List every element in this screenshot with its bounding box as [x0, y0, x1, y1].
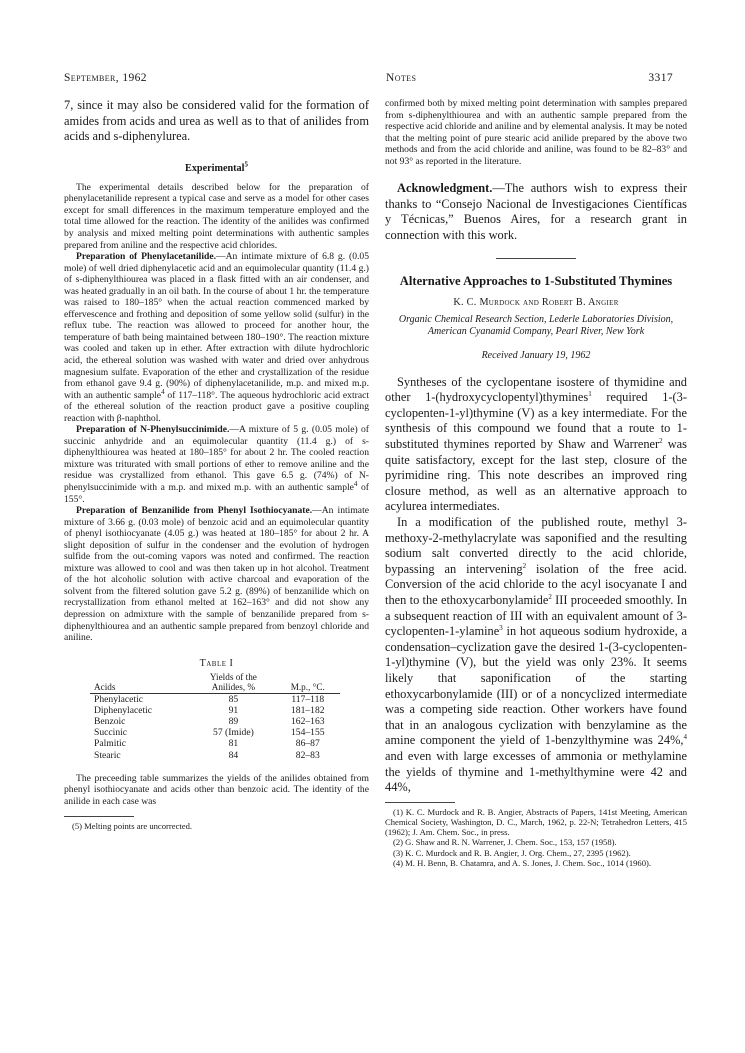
page-number: 3317 — [648, 72, 673, 84]
intro-paragraph: 7, since it may also be considered valid for the formation of amides from acids and urea as well as to that of anilides from acids and s-diphenylurea. — [64, 98, 369, 144]
para2-text-a: In a modification of the published route, methyl 3-methoxy-2-methylacrylate was saponified and the resulting sodium salt converted directly to the acid chloride, bypassing an intervening — [385, 515, 687, 576]
para2-text-d: in hot aqueous sodium hydroxide, a condensation–cyclization gave the desired 1-(3-cyclopenten-1-yl)thymine (V), but the yield was only 23%. It seems likely that saponification of the starting ethoxycarbonylamide (III) or of a noncyclized intermediate was a competing side reaction. Other workers have found that in an analogous cyclization with benzylamine as the amine component the yield of 1-benzylthymine was 24%, — [385, 624, 687, 748]
table-row — [90, 738, 340, 749]
column-header-yields — [191, 672, 275, 694]
table-row — [90, 727, 340, 738]
yields-table — [90, 672, 340, 761]
cell-acid: Phenylacetic — [94, 693, 144, 705]
prep-phenylacetanilide-text-b: of 117–118°. The aqueous hydrochloric acid extract of the ethereal solution of the reaction product gave a positive coupling reaction with β-naphthol. — [64, 389, 369, 424]
cell-yield: 81 — [228, 738, 239, 750]
footnote-1: (1) K. C. Murdock and R. B. Angier, Abstracts of Papers, 141st Meeting, American Chemical Society, Washington, D. C., March, 1962, p. 22-N; Tetrahedron Letters, 415 (1962); J. Am. Chem. Soc., in press. — [385, 806, 687, 838]
para1-text-c: was quite satisfactory, except for the last step, closure of the pyrimidine ring. This note describes an improved ring closure method, as well as an alternative approach to acylurea intermediates. — [385, 437, 687, 514]
cell-acid: Succinic — [94, 727, 128, 739]
cell-yield: 57 (Imide) — [213, 727, 254, 739]
table-row — [90, 750, 340, 761]
footnote-ref: 4 — [683, 733, 687, 742]
footnote-ref: 5 — [244, 160, 248, 169]
prep-benzanilide-text: —An intimate mixture of 3.66 g. (0.03 mole) of benzoic acid and an equimolecular quantity of phenyl isothiocyanate (4.05 g.) was heated at 180–185° for about 2 hr. A slight deposition of sulfur in the condenser and the evolution of hydrogen sulfide from the out-coming vapors was noted and confirmed. The reaction mixture was allowed to cool and was then taken up in hot alcohol. Treatment of the hot alcoholic solution with active charcoal and evaporation of the solvent from the filtered solution gave 5.2 g. (89%) of benzanilide which on recrystallization from ethanol melted at 162–163° and did not show any depression on admixture with the sample of benzanilide prepared from s-diphenylthiourea and an authentic sample prepared from benzoyl chloride and aniline. — [64, 505, 369, 644]
prep-phenylacetanilide-paragraph — [64, 251, 369, 424]
after-table-paragraph: The preceeding table summarizes the yields of the anilides obtained from phenyl isothiocyanate and acids other than benzoic acid. The identity of the anilide in each case was — [64, 772, 369, 807]
cell-acid: Palmitic — [94, 738, 126, 750]
cell-mp: 181–182 — [290, 704, 325, 716]
prep-phenylsuccinimide-text-b: of 155°. — [64, 482, 369, 505]
para2-text-e: and even with large excesses of ammonia or methylamine the yields of thymine and 1-methylthymine were 42 and 44%, — [385, 748, 687, 795]
para2-text-c: III proceeded smoothly. In a subsequent reaction of III with an equivalent amount of 3-cyclopenten-1-ylamine — [385, 592, 688, 639]
cell-yield: 91 — [228, 704, 239, 716]
footnote-ref: 4 — [353, 479, 358, 488]
cell-mp: 162–163 — [290, 716, 325, 728]
footnote-5: (5) Melting points are uncorrected. — [72, 820, 193, 831]
footnote-divider — [64, 816, 134, 817]
column-header-yields-line1: Yields of the — [209, 671, 257, 682]
running-header-section: Notes — [386, 72, 417, 84]
left-column — [64, 98, 369, 831]
experimental-paragraph: The experimental details described below for the preparation of phenylacetanilide represent a typical case and serve as a model for other cases except for small differences in the maximum temperature employed and the total time allowed for the reaction. The identity of the anilides was confirmed by analysis and mixed melting point determinations with authentic samples prepared from aniline and the respective acid chlorides. — [64, 181, 369, 251]
prep-phenylsuccinimide-text-a: —A mixture of 5 g. (0.05 mole) of succinic anhydride and an equimolecular quantity (11.4 g.) of s-diphenylthiourea was heated at 180–185° for about 2 hr. The cooled reaction mixture was triturated with small portions of ether to remove aniline and the residue was crystallized from ethanol. This gave 6.5 g. (74%) of N-phenylsuccinimide with a m.p. and mixed m.p. with an authentic sample — [64, 424, 369, 493]
cell-mp: 154–155 — [290, 727, 325, 739]
article-title: Alternative Approaches to 1-Substituted Thymines — [399, 273, 673, 288]
prep-phenylsuccinimide-heading: Preparation of N-Phenylsuccinimide. — [76, 424, 230, 436]
table-caption: Table I — [199, 657, 234, 669]
prep-benzanilide-heading: Preparation of Benzanilide from Phenyl Isothiocyanate. — [76, 505, 313, 517]
table-row — [90, 716, 340, 727]
para1-text-b: required 1-(3-cyclopenten-1-yl)thymine (V) as a key intermediate. For the synthesis of this compound we found that a route to 1-substituted thymines reported by Shaw and Warrener — [385, 390, 687, 452]
para2-text-b: isolation of the free acid. Conversion of the acid chloride to the acyl isocyanate I and then to the ethoxycarbonylamide — [385, 561, 687, 607]
article-authors: K. C. Murdock and Robert B. Angier — [453, 296, 619, 308]
cell-mp: 117–118 — [291, 693, 325, 705]
para1-text-a: Syntheses of the cyclopentane isostere of thymidine and other 1-(hydroxycyclopentyl)thymines — [385, 374, 687, 405]
article-divider — [496, 258, 576, 259]
acknowledgment-heading: Acknowledgment. — [397, 181, 493, 196]
table-header-row — [90, 672, 340, 694]
experimental-heading — [64, 160, 369, 174]
footnote-ref: 1 — [588, 390, 592, 399]
cell-mp: 82–83 — [295, 749, 320, 761]
footnote-divider — [385, 802, 455, 803]
continued-paragraph: confirmed both by mixed melting point determination with samples prepared from s-diphenylthiourea and with an authentic sample prepared from the respective acid chloride and aniline and by elemental analysis. It may be noted that the melting point of pure stearic acid anilide prepared by the above two methods and from the acid chloride and aniline, was found to be 82–83° and not 93° as reported in the literature. — [385, 98, 687, 167]
prep-benzanilide-paragraph — [64, 505, 369, 644]
cell-mp: 86–87 — [295, 738, 320, 750]
acknowledgment-paragraph — [385, 181, 687, 243]
footnote-4: (4) M. H. Benn, B. Chatamra, and A. S. Jones, J. Chem. Soc., 1014 (1960). — [393, 857, 652, 868]
footnote-ref: 2 — [659, 436, 663, 445]
prep-phenylacetanilide-heading: Preparation of Phenylacetanilide. — [76, 251, 216, 263]
footnote-2: (2) G. Shaw and R. N. Warrener, J. Chem. Soc., 153, 157 (1958). — [393, 837, 617, 848]
column-header-mp — [276, 672, 340, 694]
body-paragraph-1 — [385, 375, 687, 515]
body-paragraph-2 — [385, 515, 687, 796]
footnote-ref: 2 — [522, 561, 527, 570]
cell-yield: 84 — [228, 749, 239, 761]
column-header-mp-text: M.p., °C. — [290, 681, 325, 692]
cell-acid: Diphenylacetic — [94, 704, 153, 716]
footnote-ref: 2 — [548, 592, 552, 601]
running-header-date: September, 1962 — [64, 72, 147, 84]
footnote-3: (3) K. C. Murdock and R. B. Angier, J. Org. Chem., 27, 2395 (1962). — [393, 847, 631, 858]
column-header-acids — [90, 672, 191, 694]
prep-phenylsuccinimide-paragraph — [64, 424, 369, 505]
footnote-ref: 3 — [499, 624, 503, 633]
experimental-heading-text: Experimental — [185, 162, 245, 174]
table-row — [90, 693, 340, 705]
received-date: Received January 19, 1962 — [481, 349, 591, 361]
cell-yield: 89 — [228, 716, 239, 728]
column-header-yields-line2: Anilides, % — [211, 681, 256, 692]
column-header-acids-text: Acids — [94, 681, 116, 692]
table-row — [90, 705, 340, 716]
acknowledgment-text: —The authors wish to express their thanks to “Consejo Nacional de Investigaciones Científicas y Técnicas,” Buenos Aires, for a research grant in connection with this work. — [385, 181, 687, 243]
prep-phenylacetanilide-text-a: —An intimate mixture of 6.8 g. (0.05 mole) of well dried diphenylacetic acid and an equimolecular quantity (11.4 g.) of s-diphenylthiourea was placed in a flask fitted with an air condenser, and was heated gradually in an oil bath. In the course of about 1 hr. the temperature was raised to 180–185° when the actual reaction commenced marked by effervescence and frothing and deposition of some yellow solid (sulfur) in the reflux tube. The reaction was allowed to proceed for another hour, the temperature of bath being maintained between 180–190°. The reaction mixture was cooled and taken up in ether. After extraction with dilute hydrochloric acid, the ethereal solution was washed with water and dried over anhydrous magnesium sulfate. Evaporation of the ether and crystallization of the residue from ethanol gave 9.4 g. (90%) of diphenylacetanilide, m.p. and mixed m.p. with an authentic sample — [64, 251, 369, 401]
cell-acid: Stearic — [94, 749, 121, 761]
cell-acid: Benzoic — [94, 716, 126, 728]
cell-yield: 85 — [228, 693, 239, 705]
article-affiliation: Organic Chemical Research Section, Lederle Laboratories Division, American Cyanamid Company, Pearl River, New York — [398, 313, 674, 337]
footnote-ref: 4 — [161, 387, 165, 396]
right-column — [385, 98, 687, 868]
